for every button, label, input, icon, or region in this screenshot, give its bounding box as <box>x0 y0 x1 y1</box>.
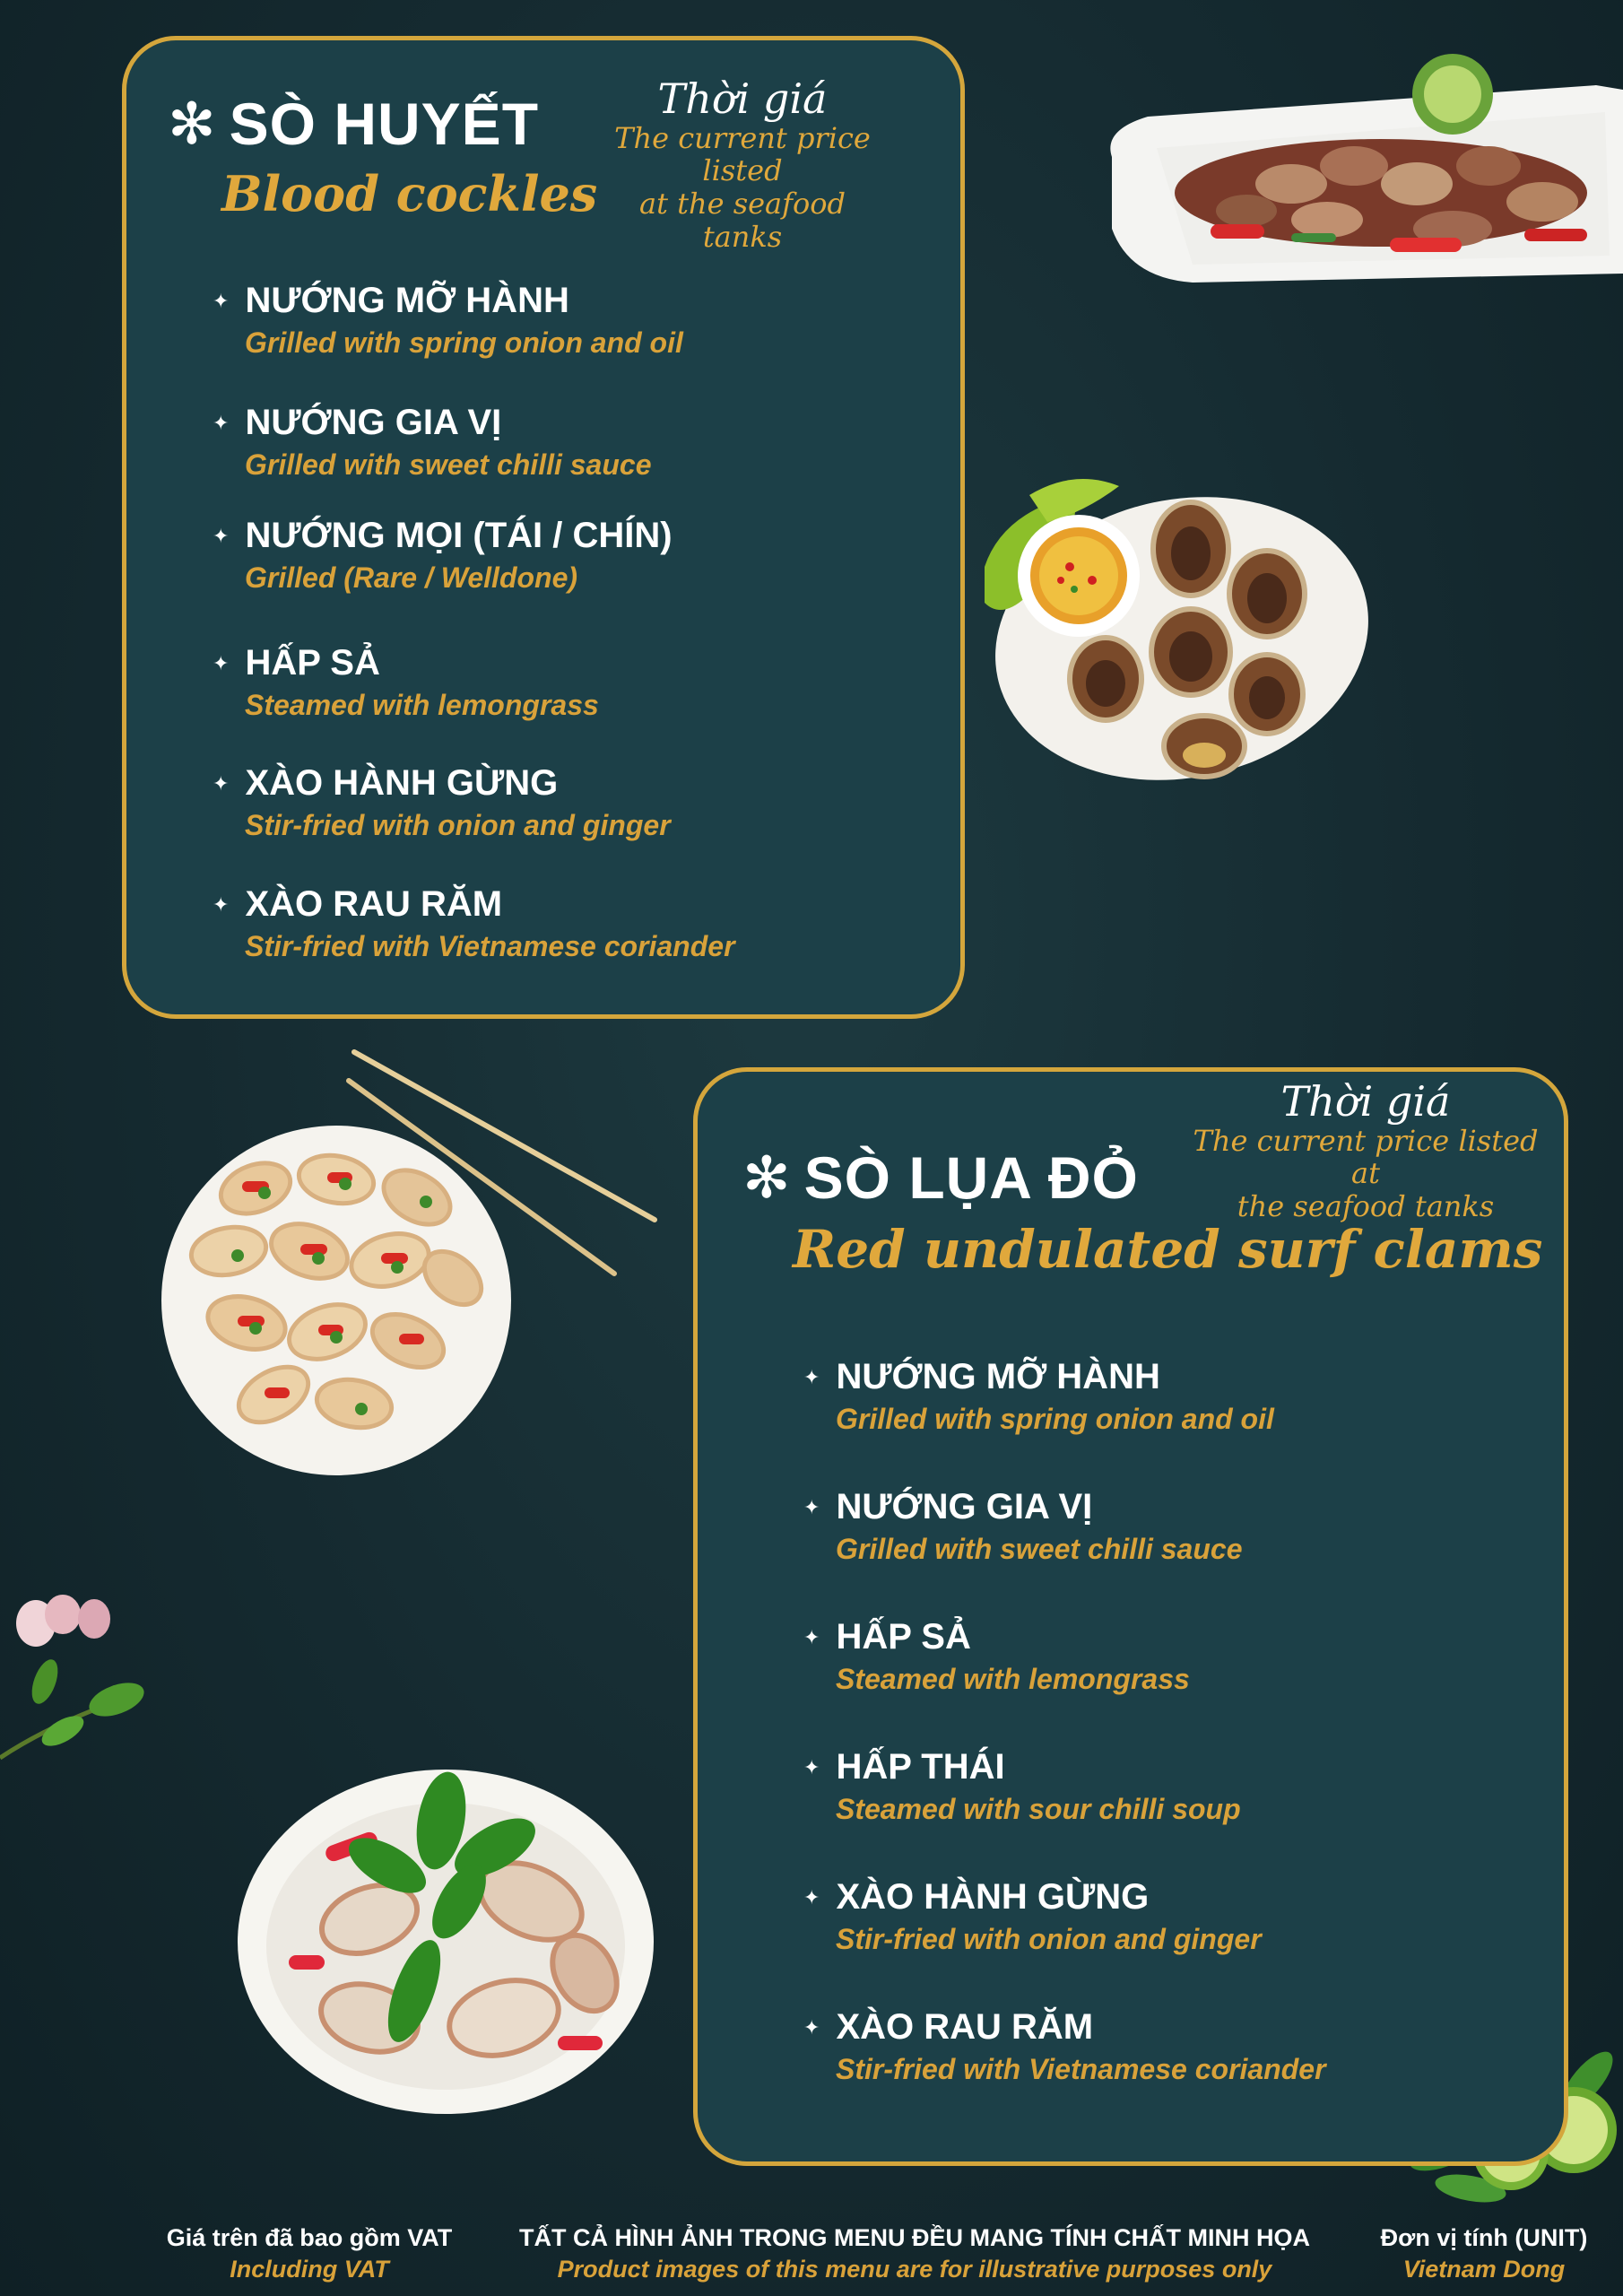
cockles-oval-plate-image <box>976 459 1370 804</box>
sparkle-bullet-icon: ✦ <box>803 2015 820 2039</box>
item-name-vn: XÀO HÀNH GỪNG <box>245 763 559 803</box>
market-price-note <box>1186 1079 1545 1223</box>
red-surf-clams-menu-panel <box>693 1067 1568 2166</box>
item-desc-en: Grilled with sweet chilli sauce <box>245 448 652 481</box>
sparkle-bullet-icon: ✦ <box>213 651 230 674</box>
footer-vat-note <box>126 2224 493 2283</box>
sparkle-bullet-icon: ✦ <box>213 411 230 434</box>
sparkle-bullet-icon: ✦ <box>803 1495 820 1518</box>
menu-item <box>803 1487 1242 1566</box>
menu-item <box>213 403 651 482</box>
menu-item <box>803 1617 1190 1696</box>
menu-item <box>213 884 735 963</box>
footer-unit-vn: Đơn vị tính (UNIT) <box>1380 2224 1588 2251</box>
menu-item <box>803 1747 1241 1826</box>
section-title-vn <box>168 90 597 158</box>
footer-unit-en: Vietnam Dong <box>1402 2256 1566 2283</box>
sparkle-bullet-icon: ✦ <box>803 1755 820 1779</box>
sparkle-bullet-icon: ✦ <box>213 892 230 916</box>
sparkle-bullet-icon: ✦ <box>213 771 230 795</box>
surf-clams-bowl-image <box>235 1767 665 2117</box>
price-note-line2: at the seafood tanks <box>639 187 846 254</box>
price-note-line2: the seafood tanks <box>1237 1189 1495 1224</box>
menu-item <box>213 281 683 360</box>
item-desc-en: Grilled with spring onion and oil <box>245 326 683 359</box>
section-name-vn: SÒ LỤA ĐỎ <box>803 1144 1139 1211</box>
section-heading <box>168 90 597 222</box>
item-name-vn: XÀO RAU RĂM <box>245 884 503 924</box>
item-desc-en: Steamed with lemongrass <box>836 1663 1190 1695</box>
footer-images-note <box>502 2224 1327 2283</box>
item-name-vn: NƯỚNG GIA VỊ <box>245 403 502 442</box>
item-desc-en: Stir-fried with onion and ginger <box>245 809 671 841</box>
blood-cockles-menu-panel <box>122 36 965 1019</box>
footer-unit-note <box>1345 2224 1623 2283</box>
asterisk-icon: ✻ <box>742 1145 792 1210</box>
item-desc-en: Stir-fried with Vietnamese coriander <box>836 2053 1326 2085</box>
price-note-line1: The current price listed <box>614 120 871 188</box>
section-name-en: Red undulated surf clams <box>793 1219 1543 1280</box>
garlic-herb-sprig-image <box>0 1587 152 1767</box>
footer-images-en: Product images of this menu are for illustrative purposes only <box>557 2256 1272 2283</box>
item-name-vn: NƯỚNG MỌI (TÁI / CHÍN) <box>245 516 673 555</box>
menu-item <box>213 516 673 595</box>
item-name-vn: NƯỚNG MỠ HÀNH <box>245 281 569 320</box>
sparkle-bullet-icon: ✦ <box>213 524 230 547</box>
item-name-vn: HẤP THÁI <box>836 1747 1005 1787</box>
item-desc-en: Stir-fried with Vietnamese coriander <box>245 930 735 962</box>
menu-item <box>213 643 599 722</box>
price-title: Thời giá <box>657 74 828 123</box>
asterisk-icon: ✻ <box>168 91 217 156</box>
item-desc-en: Stir-fried with onion and ginger <box>836 1923 1262 1955</box>
item-name-vn: NƯỚNG MỠ HÀNH <box>836 1357 1160 1396</box>
cockles-plate-top-right-image <box>1094 49 1623 291</box>
price-title: Thời giá <box>1280 1077 1451 1126</box>
grilled-clams-plate-image <box>157 1117 516 1484</box>
section-name-en: Blood cockles <box>221 165 598 222</box>
item-name-vn: NƯỚNG GIA VỊ <box>836 1487 1093 1526</box>
footer-vat-vn: Giá trên đã bao gồm VAT <box>166 2224 453 2251</box>
item-name-vn: XÀO RAU RĂM <box>836 2007 1094 2047</box>
sparkle-bullet-icon: ✦ <box>803 1625 820 1648</box>
item-desc-en: Grilled with sweet chilli sauce <box>836 1533 1243 1565</box>
sparkle-bullet-icon: ✦ <box>803 1885 820 1909</box>
menu-item <box>213 763 671 842</box>
menu-item <box>803 1877 1262 1956</box>
section-name-vn: SÒ HUYẾT <box>229 91 540 157</box>
sparkle-bullet-icon: ✦ <box>803 1365 820 1388</box>
market-price-note <box>612 76 872 254</box>
sparkle-bullet-icon: ✦ <box>213 289 230 312</box>
price-note-line1: The current price listed at <box>1193 1123 1539 1191</box>
item-desc-en: Grilled (Rare / Welldone) <box>245 561 578 594</box>
item-desc-en: Grilled with spring onion and oil <box>836 1403 1274 1435</box>
footer-vat-en: Including VAT <box>230 2256 389 2283</box>
footer-images-vn: TẤT CẢ HÌNH ẢNH TRONG MENU ĐỀU MANG TÍNH CHẤT MINH HỌA <box>519 2224 1310 2251</box>
item-desc-en: Steamed with sour chilli soup <box>836 1793 1241 1825</box>
item-name-vn: XÀO HÀNH GỪNG <box>836 1877 1150 1917</box>
item-name-vn: HẤP SẢ <box>836 1617 971 1657</box>
menu-item <box>803 2007 1326 2086</box>
item-desc-en: Steamed with lemongrass <box>245 689 599 721</box>
menu-item <box>803 1357 1274 1436</box>
item-name-vn: HẤP SẢ <box>245 643 380 683</box>
